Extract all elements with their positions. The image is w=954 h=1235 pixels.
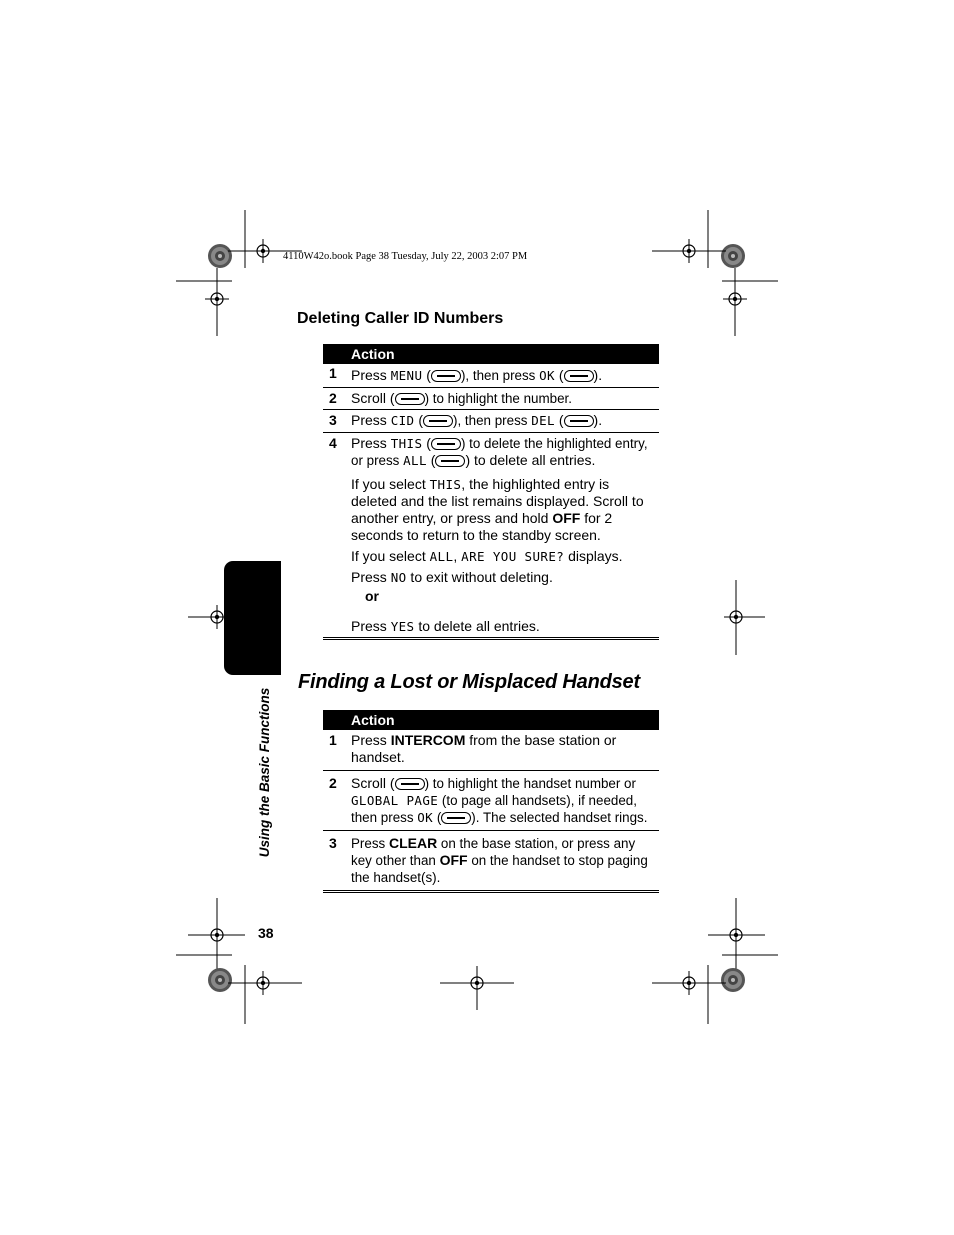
action-table-find-handset [323, 710, 659, 893]
table-row: 3 Press CLEAR on the base station, or press any key other than OFF on the handset to stop paging the handset(s). [323, 831, 659, 893]
step-number: 3 [329, 412, 337, 428]
or-separator: or [365, 588, 379, 604]
star-target-icon [208, 244, 232, 268]
softkey-icon [395, 778, 425, 790]
table-row: 4 Press THIS ( ) to delete the highlighted entry, or press ALL ( ) to delete all entries. If you select THIS, the highlighted entry is deleted and the list remains displayed. Scroll to another entry, or press and hold OFF for 2 seconds to return to the standby screen. If you select ALL, ARE YOU SURE? displays. Press NO to exit without deleting. or Press YES to delete all entries. [323, 433, 659, 640]
chapter-tab [224, 561, 281, 675]
softkey-icon [435, 455, 465, 467]
lcd-text: ARE YOU SURE? [461, 549, 565, 564]
step-number: 1 [329, 732, 337, 748]
lcd-text: YES [390, 619, 415, 634]
step-number: 2 [329, 775, 337, 791]
lcd-text: THIS [390, 436, 423, 451]
star-target-icon [721, 244, 745, 268]
table-row: 2 Scroll ( ) to highlight the number. [323, 388, 659, 410]
softkey-icon [431, 438, 461, 450]
lcd-text: MENU [390, 368, 423, 383]
section-heading: Finding a Lost or Misplaced Handset [298, 671, 640, 693]
softkey-icon [395, 393, 425, 405]
chapter-label: Using the Basic Functions [257, 687, 272, 858]
step-number: 3 [329, 835, 337, 851]
softkey-icon [564, 370, 594, 382]
lcd-text: THIS [429, 477, 462, 492]
table-header: Action [323, 344, 659, 364]
table-row: 3 Press CID ( ), then press DEL ( ). [323, 410, 659, 433]
lcd-text: DEL [531, 413, 555, 428]
print-header: 4110W42o.book Page 38 Tuesday, July 22, 2003 2:07 PM [283, 251, 528, 262]
table-row: 1 Press MENU ( ), then press OK ( ). [323, 364, 659, 388]
section-title: Deleting Caller ID Numbers [297, 310, 504, 327]
page-number: 38 [258, 925, 274, 941]
lcd-text: CID [390, 413, 415, 428]
lcd-text: OK [539, 368, 555, 383]
lcd-text: ALL [403, 453, 427, 468]
step-number: 2 [329, 390, 337, 406]
action-table-delete-cid [323, 344, 659, 640]
softkey-icon [441, 812, 471, 824]
lcd-text: ALL [429, 549, 454, 564]
lcd-text: GLOBAL PAGE [351, 793, 439, 808]
softkey-icon [564, 415, 594, 427]
softkey-icon [423, 415, 453, 427]
star-target-icon [208, 968, 232, 992]
star-target-icon [721, 968, 745, 992]
table-header: Action [323, 710, 659, 730]
step-number: 4 [329, 435, 337, 451]
table-row: 2 Scroll ( ) to highlight the handset number or GLOBAL PAGE (to page all handsets), if needed, then press OK ( ). The selected handset rings. [323, 771, 659, 831]
lcd-text: OK [417, 810, 434, 825]
table-row: 1 Press INTERCOM from the base station or handset. [323, 730, 659, 771]
lcd-text: NO [390, 570, 407, 585]
step-number: 1 [329, 365, 337, 381]
softkey-icon [431, 370, 461, 382]
